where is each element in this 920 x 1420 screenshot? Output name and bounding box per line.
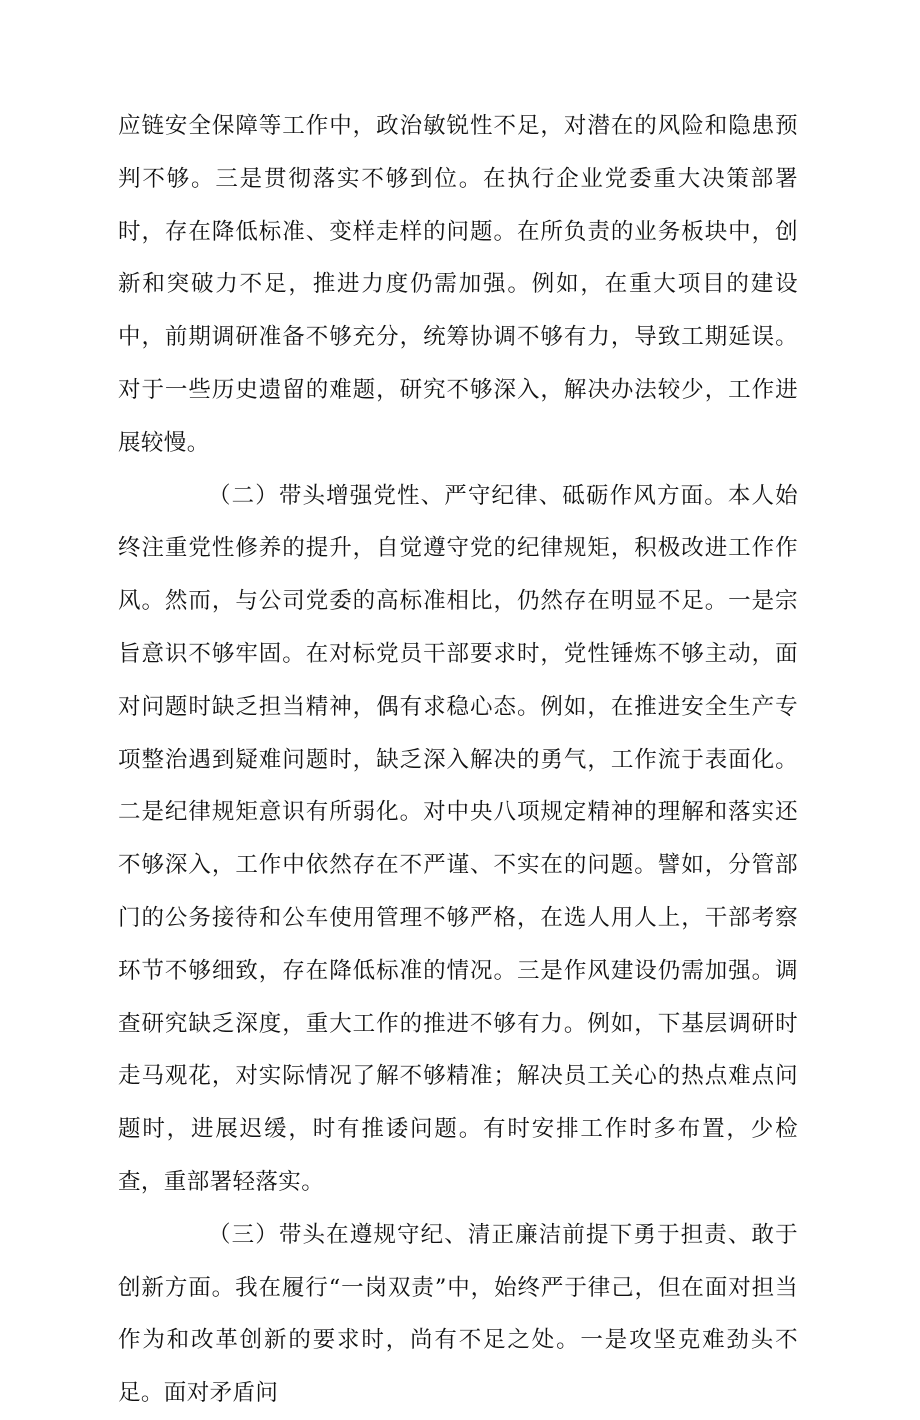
paragraph-section-two: （二）带头增强党性、严守纪律、砥砺作风方面。本人始终注重党性修养的提升，自觉遵守党的纪律规矩，积极改进工作作风。然而，与公司党委的高标准相比，仍然存在明显不足。一是宗旨意识不够牢固。在对标党员干部要求时，党性锤炼不够主动，面对问题时缺乏担当精神，偶有求稳心态。例如，在推进安全生产专项整治遇到疑难问题时，缺乏深入解决的勇气，工作流于表面化。二是纪律规矩意识有所弱化。对中央八项规定精神的理解和落实还不够深入，工作中依然存在不严谨、不实在的问题。譬如，分管部门的公务接待和公车使用管理不够严格，在选人用人上，干部考察环节不够细致，存在降低标准的情况。三是作风建设仍需加强。调查研究缺乏深度，重大工作的推进不够有力。例如，下基层调研时走马观花，对实际情况了解不够精准；解决员工关心的热点难点问题时，进展迟缓，时有推诿问题。有时安排工作时多布置，少检查，重部署轻落实。 — [118, 482, 798, 1195]
paragraph-continued: 应链安全保障等工作中，政治敏锐性不足，对潜在的风险和隐患预判不够。三是贯彻落实不够到位。在执行企业党委重大决策部署时，存在降低标准、变样走样的问题。在所负责的业务板块中，创新和突破力不足，推进力度仍需加强。例如，在重大项目的建设中，前期调研准备不够充分，统筹协调不够有力，导致工期延误。对于一些历史遗留的难题，研究不够深入，解决办法较少，工作进展较慢。 — [118, 113, 798, 456]
paragraph-section-three: （三）带头在遵规守纪、清正廉洁前提下勇于担责、敢于创新方面。我在履行“一岗双责”中，始终严于律己，但在面对担当作为和改革创新的要求时，尚有不足之处。一是攻坚克难劲头不足。面对矛盾问 — [118, 1221, 798, 1407]
document-body — [118, 100, 798, 1420]
